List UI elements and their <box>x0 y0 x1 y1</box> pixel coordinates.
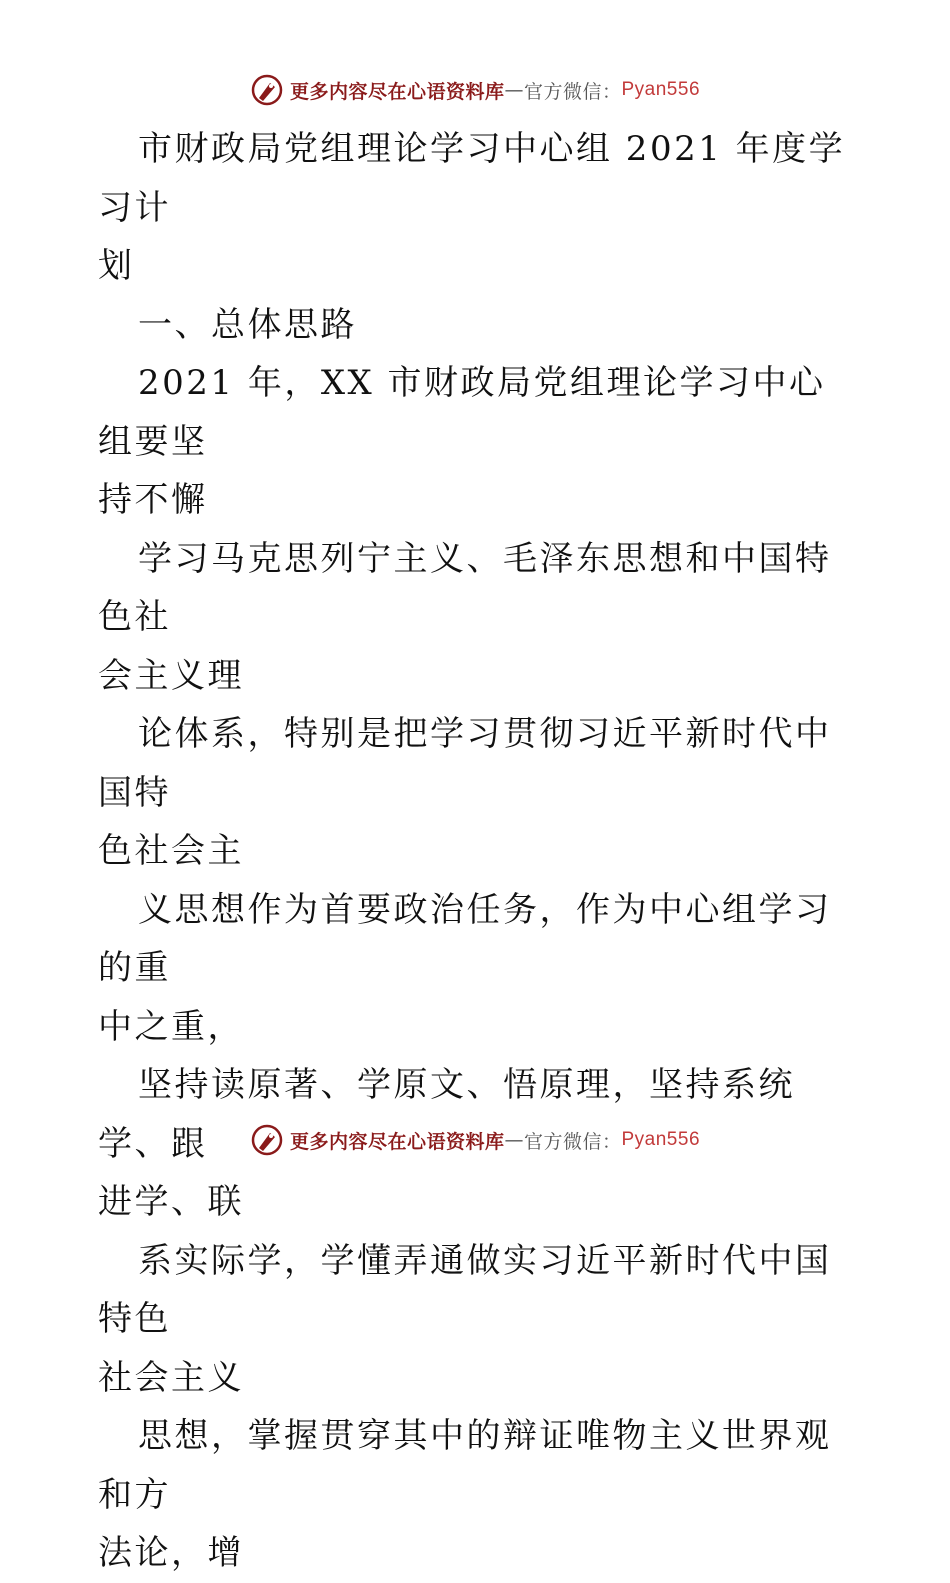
paragraph <box>98 705 858 881</box>
paragraph <box>98 354 858 530</box>
pen-nib-logo-icon <box>250 73 284 107</box>
paragraph-line2: 持不懈 <box>98 480 208 520</box>
document-title-line2: 划 <box>98 246 135 286</box>
paragraph <box>98 1232 858 1408</box>
paragraph-line2: 法论，增 <box>98 1533 244 1573</box>
watermark-separator: — <box>504 1129 524 1151</box>
paragraph <box>98 881 858 1057</box>
section-heading: 一、总体思路 <box>138 304 357 345</box>
paragraph <box>98 530 858 706</box>
watermark-brand: 更多内容尽在心语资料库 <box>289 1130 505 1153</box>
watermark-banner-bottom <box>0 1120 950 1160</box>
paragraph-line2: 中之重， <box>98 1006 244 1047</box>
watermark-handle: Pyan556 <box>621 79 701 100</box>
paragraph-line1: 系实际学，学懂弄通做实习近平新时代中国特色 <box>98 1240 832 1339</box>
document-title <box>98 120 858 296</box>
document-body <box>98 120 858 1583</box>
watermark-brand: 更多内容尽在心语资料库 <box>289 80 505 103</box>
paragraph-line1: 坚持读原著、学原文、悟原理，坚持系统学、跟 <box>98 1065 795 1164</box>
document-title-line1: 市财政局党组理论学习中心组 2021 年度学习计 <box>98 129 846 228</box>
watermark-contact-label: 官方微信： <box>523 1130 622 1153</box>
paragraph <box>98 1407 858 1583</box>
paragraph-line2: 进学、联 <box>98 1182 244 1222</box>
paragraph-line2: 色社会主 <box>98 831 244 871</box>
paragraph-line1: 论体系，特别是把学习贯彻习近平新时代中国特 <box>98 714 832 813</box>
watermark-contact-label: 官方微信： <box>523 80 622 103</box>
pen-nib-logo-icon <box>250 1123 284 1157</box>
paragraph-line2: 会主义理 <box>98 655 244 696</box>
paragraph-line1: 义思想作为首要政治任务，作为中心组学习的重 <box>98 889 832 988</box>
watermark-handle: Pyan556 <box>621 1129 701 1150</box>
paragraph-line1: 学习马克思列宁主义、毛泽东思想和中国特色社 <box>98 538 832 637</box>
paragraph-line2: 社会主义 <box>98 1357 244 1398</box>
paragraph-line1: 2021 年，XX 市财政局党组理论学习中心组要坚 <box>98 363 826 462</box>
paragraph-line1: 思想，掌握贯穿其中的辩证唯物主义世界观和方 <box>98 1416 832 1515</box>
watermark-banner-top <box>0 70 950 110</box>
watermark-separator: — <box>504 79 524 101</box>
